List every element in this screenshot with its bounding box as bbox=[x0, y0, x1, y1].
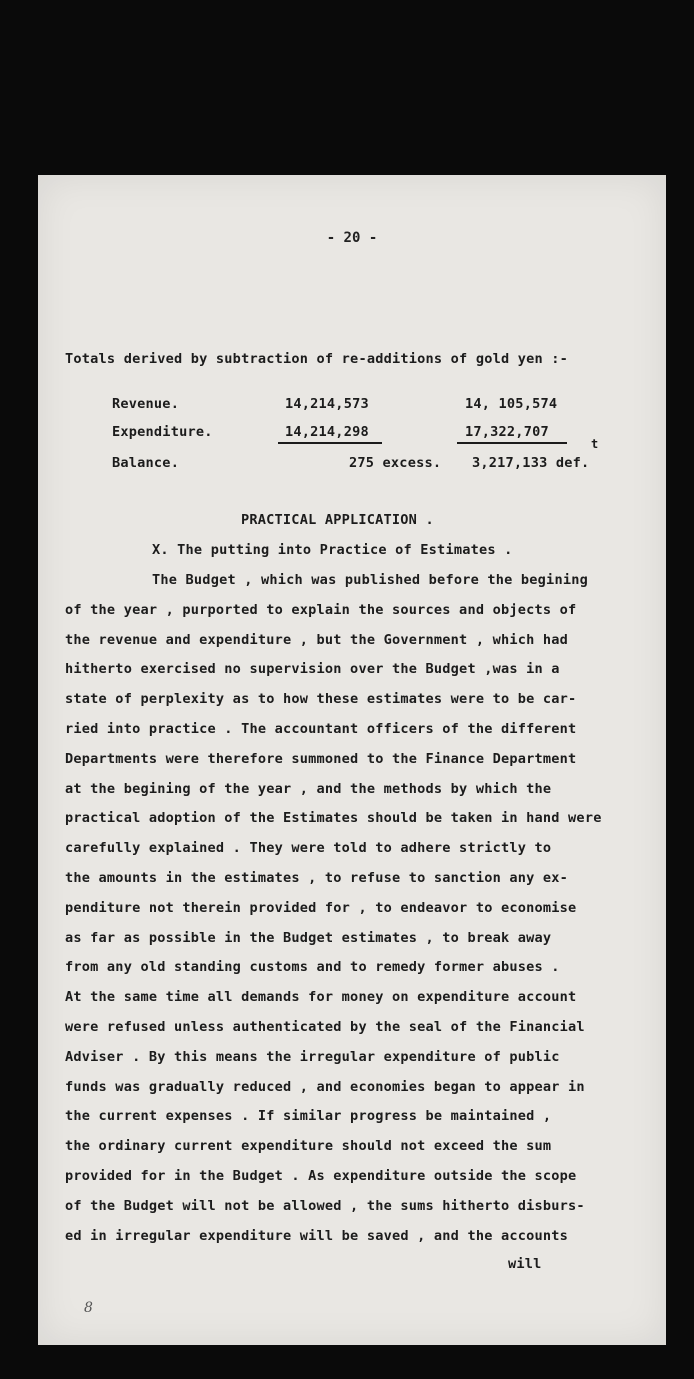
body-line: the amounts in the estimates , to refuse to sanction any ex- bbox=[65, 870, 569, 886]
body-line: carefully explained . They were told to adhere strictly to bbox=[65, 840, 552, 857]
body-line: were refused unless authenticated by the seal of the Financial bbox=[65, 1019, 585, 1035]
row-label-revenue: Revenue. bbox=[112, 396, 180, 412]
row-value-expenditure-1: 14,214,298 bbox=[285, 424, 369, 440]
body-line: At the same time all demands for money on expenditure account bbox=[65, 989, 577, 1006]
row-label-expenditure: Expenditure. bbox=[112, 424, 213, 440]
row-value-balance-1: 275 excess. bbox=[349, 455, 442, 471]
body-line: practical adoption of the Estimates should be taken in hand were bbox=[65, 810, 602, 827]
margin-mark: 8 bbox=[84, 1300, 93, 1316]
body-line: ed in irregular expenditure will be saved , and the accounts bbox=[65, 1227, 569, 1244]
body-line: from any old standing customs and to remedy former abuses . bbox=[65, 959, 560, 976]
body-line: provided for in the Budget . As expenditure outside the scope bbox=[65, 1168, 577, 1184]
page-number: - 20 - bbox=[326, 230, 378, 246]
row-value-expenditure-2: 17,322,707 bbox=[465, 424, 549, 440]
body-line: of the year , purported to explain the sources and objects of bbox=[65, 601, 577, 618]
body-line: Adviser . By this means the irregular expenditure of public bbox=[65, 1048, 560, 1065]
catchword: will bbox=[508, 1256, 542, 1272]
row-value-revenue-2: 14, 105,574 bbox=[465, 396, 558, 412]
body-line: Departments were therefore summoned to the Finance Department bbox=[65, 750, 577, 767]
body-line: the revenue and expenditure , but the Government , which had bbox=[65, 631, 569, 648]
body-line: of the Budget will not be allowed , the sums hitherto disburs- bbox=[65, 1197, 585, 1214]
sum-rule-2 bbox=[457, 442, 567, 444]
body-line: state of perplexity as to how these estimates were to be car- bbox=[65, 691, 577, 708]
sum-rule-1 bbox=[278, 442, 382, 444]
body-line: The Budget , which was published before the begining bbox=[152, 572, 588, 588]
body-line: hitherto exercised no supervision over the Budget ,was in a bbox=[65, 661, 560, 678]
body-line: penditure not therein provided for , to endeavor to economise bbox=[65, 899, 577, 916]
body-line: at the begining of the year , and the methods by which the bbox=[65, 780, 552, 797]
document-page bbox=[38, 175, 666, 1345]
body-line: the current expenses . If similar progress be maintained , bbox=[65, 1108, 552, 1125]
subsection-heading: X. The putting into Practice of Estimates . bbox=[152, 542, 513, 558]
body-line: the ordinary current expenditure should not exceed the sum bbox=[65, 1138, 552, 1155]
row-value-balance-2: 3,217,133 def. bbox=[472, 455, 590, 471]
row-label-balance: Balance. bbox=[112, 455, 180, 471]
row-value-revenue-1: 14,214,573 bbox=[285, 396, 369, 412]
body-line: funds was gradually reduced , and economies began to appear in bbox=[65, 1078, 585, 1095]
body-line: ried into practice . The accountant officers of the different bbox=[65, 721, 577, 737]
intro-line: Totals derived by subtraction of re-additions of gold yen :- bbox=[65, 351, 569, 367]
superscript-mark: t bbox=[591, 437, 599, 451]
section-heading: PRACTICAL APPLICATION . bbox=[241, 512, 434, 528]
body-line: as far as possible in the Budget estimates , to break away bbox=[65, 929, 552, 946]
